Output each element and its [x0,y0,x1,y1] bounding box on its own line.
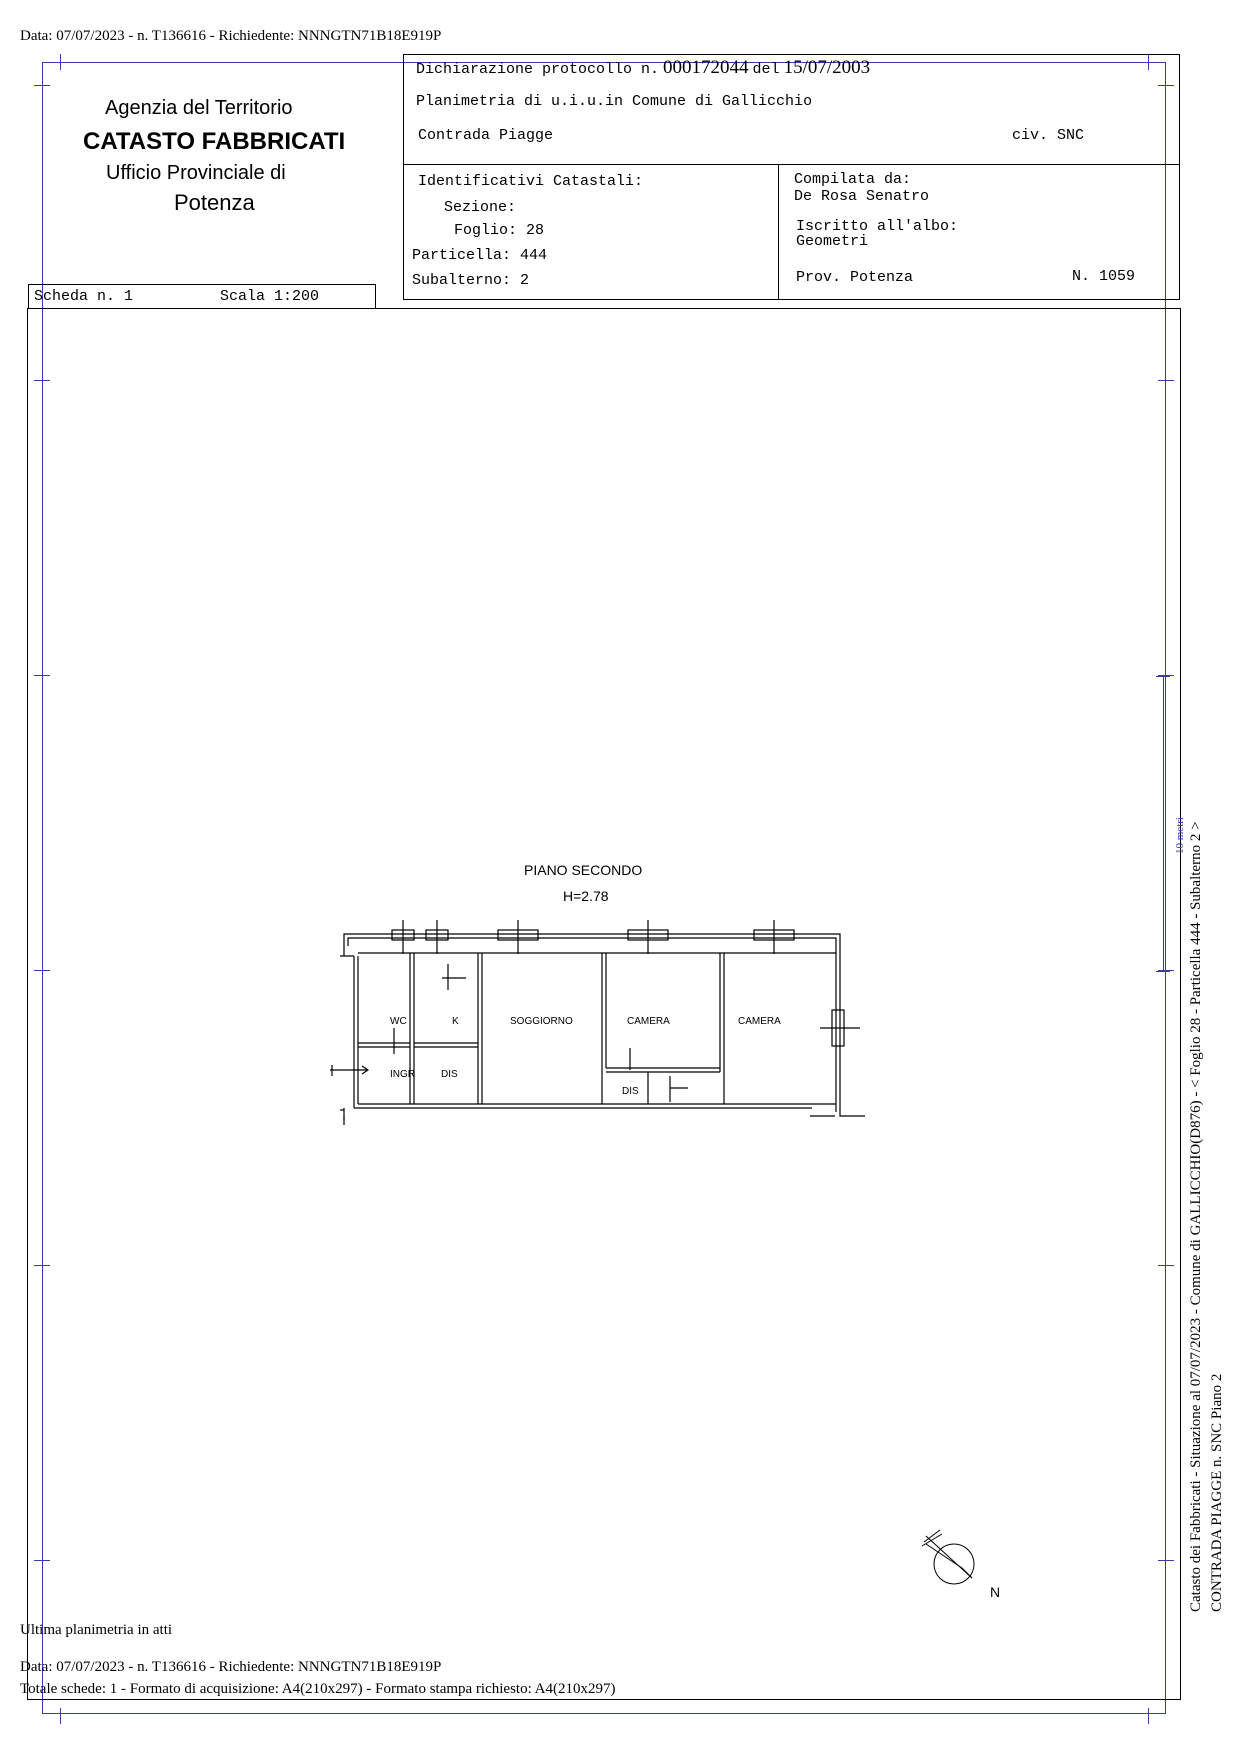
room-bedroom-1: CAMERA [627,1016,670,1027]
room-kitchen: K [452,1016,459,1027]
scale-bar-label: 10 metri [1174,817,1186,854]
room-wc: WC [390,1016,407,1027]
protocol-label: Dichiarazione protocollo n. [416,61,660,78]
albo-label: Iscritto all'albo: [796,218,959,235]
room-entrance: INGR [390,1069,415,1080]
request-header: Data: 07/07/2023 - n. T136616 - Richiedente: NNNGTN71B18E919P [20,28,442,44]
compiled-by-label: Compilata da: [794,171,912,188]
compiled-by-name: De Rosa Senatro [794,188,930,205]
room-living: SOGGIORNO [510,1016,573,1027]
protocol-del: del [752,61,780,78]
address-line: Contrada Piagge [418,127,554,144]
civic-number: civ. SNC [1012,127,1085,144]
footer-format: Totale schede: 1 - Formato di acquisizione: A4(210x297) - Formato stampa richiesto: A4(210x297) [20,1681,616,1697]
agency-catasto: CATASTO FABBRICATI [83,128,346,155]
side-cadastre-info: Catasto dei Fabbricati - Situazione al 07/07/2023 - Comune di GALLICCHIO(D876) - < Foglio 28 - Particella 444 - Subalterno 2 > [1188,821,1204,1612]
registration-number: N. 1059 [1072,268,1136,285]
side-address-info: CONTRADA PIAGGE n. SNC Piano 2 [1209,1373,1225,1612]
floor-height: H=2.78 [563,888,609,904]
sezione-label: Sezione: [444,199,517,216]
identifiers-title: Identificativi Catastali: [418,173,644,190]
protocol-number: 000172044 [663,57,749,78]
province: Prov. Potenza [796,269,914,286]
protocol-date: 15/07/2003 [783,57,871,78]
north-arrow-icon [918,1528,978,1588]
room-bedroom-2: CAMERA [738,1016,781,1027]
scheda-number: Scheda n. 1 [34,288,134,305]
scale-label: Scala 1:200 [220,288,320,305]
agency-name: Agenzia del Territorio [105,97,293,119]
last-plan-note: Ultima planimetria in atti [20,1622,173,1638]
particella-value: Particella: 444 [412,247,548,264]
subalterno-value: Subalterno: 2 [412,272,530,289]
floor-plan [330,920,890,1130]
foglio-value: Foglio: 28 [454,222,545,239]
agency-office: Ufficio Provinciale di [106,162,286,184]
room-hall-1: DIS [441,1069,458,1080]
floor-title: PIANO SECONDO [524,862,643,878]
footer-request: Data: 07/07/2023 - n. T136616 - Richiedente: NNNGTN71B18E919P [20,1659,442,1675]
planimetria-line: Planimetria di u.i.u.in Comune di Gallicchio [416,93,813,110]
agency-city: Potenza [174,190,255,215]
room-hall-2: DIS [622,1086,639,1097]
protocol-line [416,57,870,79]
albo-value: Geometri [796,233,869,250]
north-label: N [990,1584,1001,1600]
identifiers-divider [778,164,779,300]
